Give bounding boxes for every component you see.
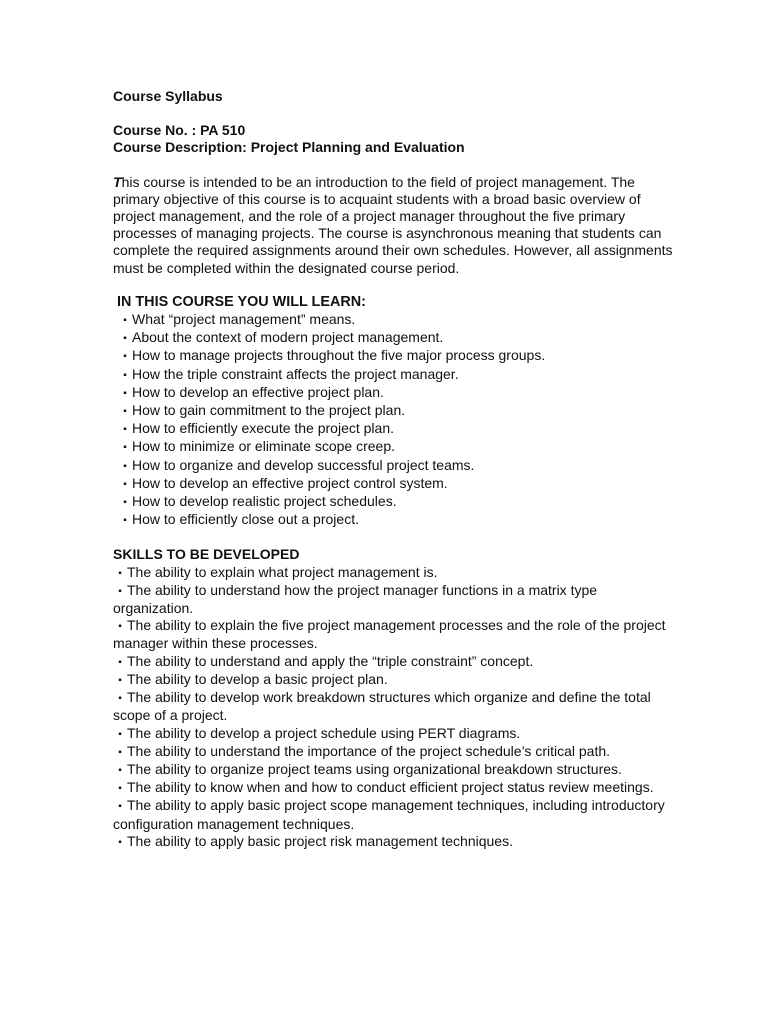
list-item bbox=[113, 671, 673, 689]
bullet-icon: ▪ bbox=[118, 656, 122, 668]
list-item-text: How to manage projects throughout the five major process groups. bbox=[132, 347, 546, 364]
course-description: Course Description: Project Planning and Evaluation bbox=[113, 139, 465, 156]
course-number: Course No. : PA 510 bbox=[113, 122, 246, 139]
bullet-icon: ▪ bbox=[118, 621, 122, 633]
list-item-text: The ability to develop a basic project plan. bbox=[127, 670, 388, 687]
list-item-text: How the triple constraint affects the project manager. bbox=[132, 365, 459, 382]
bullet-icon: ▪ bbox=[123, 478, 127, 490]
list-item bbox=[113, 797, 673, 832]
list-item bbox=[113, 420, 673, 438]
list-item bbox=[113, 833, 673, 851]
list-item bbox=[113, 725, 673, 743]
skills-list bbox=[113, 564, 673, 851]
bullet-icon: ▪ bbox=[118, 693, 122, 705]
list-item-text: How to minimize or eliminate scope creep. bbox=[132, 438, 395, 455]
list-item bbox=[113, 366, 673, 384]
bullet-icon: ▪ bbox=[118, 728, 122, 740]
skills-heading: SKILLS TO BE DEVELOPED bbox=[113, 546, 300, 563]
spacer bbox=[113, 529, 673, 546]
bullet-icon: ▪ bbox=[118, 585, 122, 597]
bullet-icon: ▪ bbox=[123, 497, 127, 509]
list-item-text: The ability to organize project teams using organizational breakdown structures. bbox=[127, 760, 622, 777]
intro-paragraph bbox=[113, 174, 673, 277]
learn-heading: IN THIS COURSE YOU WILL LEARN: bbox=[117, 293, 366, 310]
list-item-text: The ability to develop a project schedule using PERT diagrams. bbox=[127, 724, 521, 741]
list-item bbox=[113, 384, 673, 402]
bullet-icon: ▪ bbox=[118, 746, 122, 758]
list-item-text: How to develop an effective project plan. bbox=[132, 383, 384, 400]
list-item bbox=[113, 438, 673, 456]
list-item bbox=[113, 761, 673, 779]
list-item bbox=[113, 347, 673, 365]
list-item-text: How to efficiently close out a project. bbox=[132, 511, 359, 528]
bullet-icon: ▪ bbox=[118, 674, 122, 686]
list-item-text: How to organize and develop successful project teams. bbox=[132, 456, 475, 473]
list-item bbox=[113, 402, 673, 420]
bullet-icon: ▪ bbox=[118, 801, 122, 813]
list-item-text: The ability to understand and apply the “triple constraint” concept. bbox=[127, 652, 534, 669]
list-item-text: The ability to understand how the project manager functions in a matrix type organization. bbox=[113, 581, 598, 617]
bullet-icon: ▪ bbox=[118, 764, 122, 776]
bullet-icon: ▪ bbox=[123, 424, 127, 436]
list-item bbox=[113, 493, 673, 511]
list-item bbox=[113, 582, 673, 617]
document-page bbox=[113, 88, 673, 851]
list-item-text: How to gain commitment to the project plan. bbox=[132, 402, 406, 419]
list-item-text: The ability to develop work breakdown structures which organize and define the total scope of a project. bbox=[113, 689, 651, 724]
list-item-text: The ability to apply basic project risk management techniques. bbox=[127, 832, 513, 849]
list-item-text: About the context of modern project management. bbox=[132, 329, 444, 346]
bullet-icon: ▪ bbox=[123, 369, 127, 381]
list-item-text: How to efficiently execute the project plan. bbox=[132, 420, 395, 437]
spacer bbox=[113, 105, 673, 122]
list-item-text: The ability to apply basic project scope management techniques, including introductory configuration management techniques. bbox=[113, 797, 665, 832]
bullet-icon: ▪ bbox=[123, 460, 127, 472]
list-item bbox=[113, 743, 673, 761]
bullet-icon: ▪ bbox=[118, 567, 122, 579]
bullet-icon: ▪ bbox=[123, 315, 127, 327]
bullet-icon: ▪ bbox=[118, 836, 122, 848]
list-item bbox=[113, 617, 673, 652]
list-item-text: How to develop realistic project schedules. bbox=[132, 493, 397, 510]
list-item bbox=[113, 511, 673, 529]
list-item-text: The ability to know when and how to conduct efficient project status review meetings. bbox=[127, 779, 654, 796]
intro-drop-letter: T bbox=[113, 173, 122, 190]
list-item-text: What “project management” means. bbox=[132, 311, 356, 328]
list-item bbox=[113, 689, 673, 724]
bullet-icon: ▪ bbox=[118, 783, 122, 795]
spacer bbox=[113, 277, 673, 294]
list-item-text: The ability to understand the importance of the project schedule’s critical path. bbox=[127, 742, 611, 759]
list-item-text: The ability to explain what project management is. bbox=[127, 563, 438, 580]
list-item bbox=[113, 779, 673, 797]
list-item bbox=[113, 653, 673, 671]
bullet-icon: ▪ bbox=[123, 442, 127, 454]
bullet-icon: ▪ bbox=[123, 515, 127, 527]
list-item bbox=[113, 457, 673, 475]
list-item bbox=[113, 329, 673, 347]
learn-list bbox=[113, 311, 673, 529]
bullet-icon: ▪ bbox=[123, 387, 127, 399]
bullet-icon: ▪ bbox=[123, 333, 127, 345]
bullet-icon: ▪ bbox=[123, 351, 127, 363]
document-title: Course Syllabus bbox=[113, 88, 223, 104]
list-item bbox=[113, 564, 673, 582]
list-item-text: The ability to explain the five project management processes and the role of the project manager within these processes. bbox=[113, 617, 666, 652]
list-item bbox=[113, 311, 673, 329]
intro-text: his course is intended to be an introduction to the field of project management. The primary objective of this course is to acquaint students with a broad basic overview of project management, and the role of a project manager throughout the five primary processes of managing projects. The course is asynchronous meaning that students can complete the required assignments around their own schedules. However, all assignments must be completed within the designated course period. bbox=[113, 173, 673, 276]
list-item bbox=[113, 475, 673, 493]
bullet-icon: ▪ bbox=[123, 406, 127, 418]
spacer bbox=[113, 157, 673, 174]
list-item-text: How to develop an effective project control system. bbox=[132, 474, 448, 491]
